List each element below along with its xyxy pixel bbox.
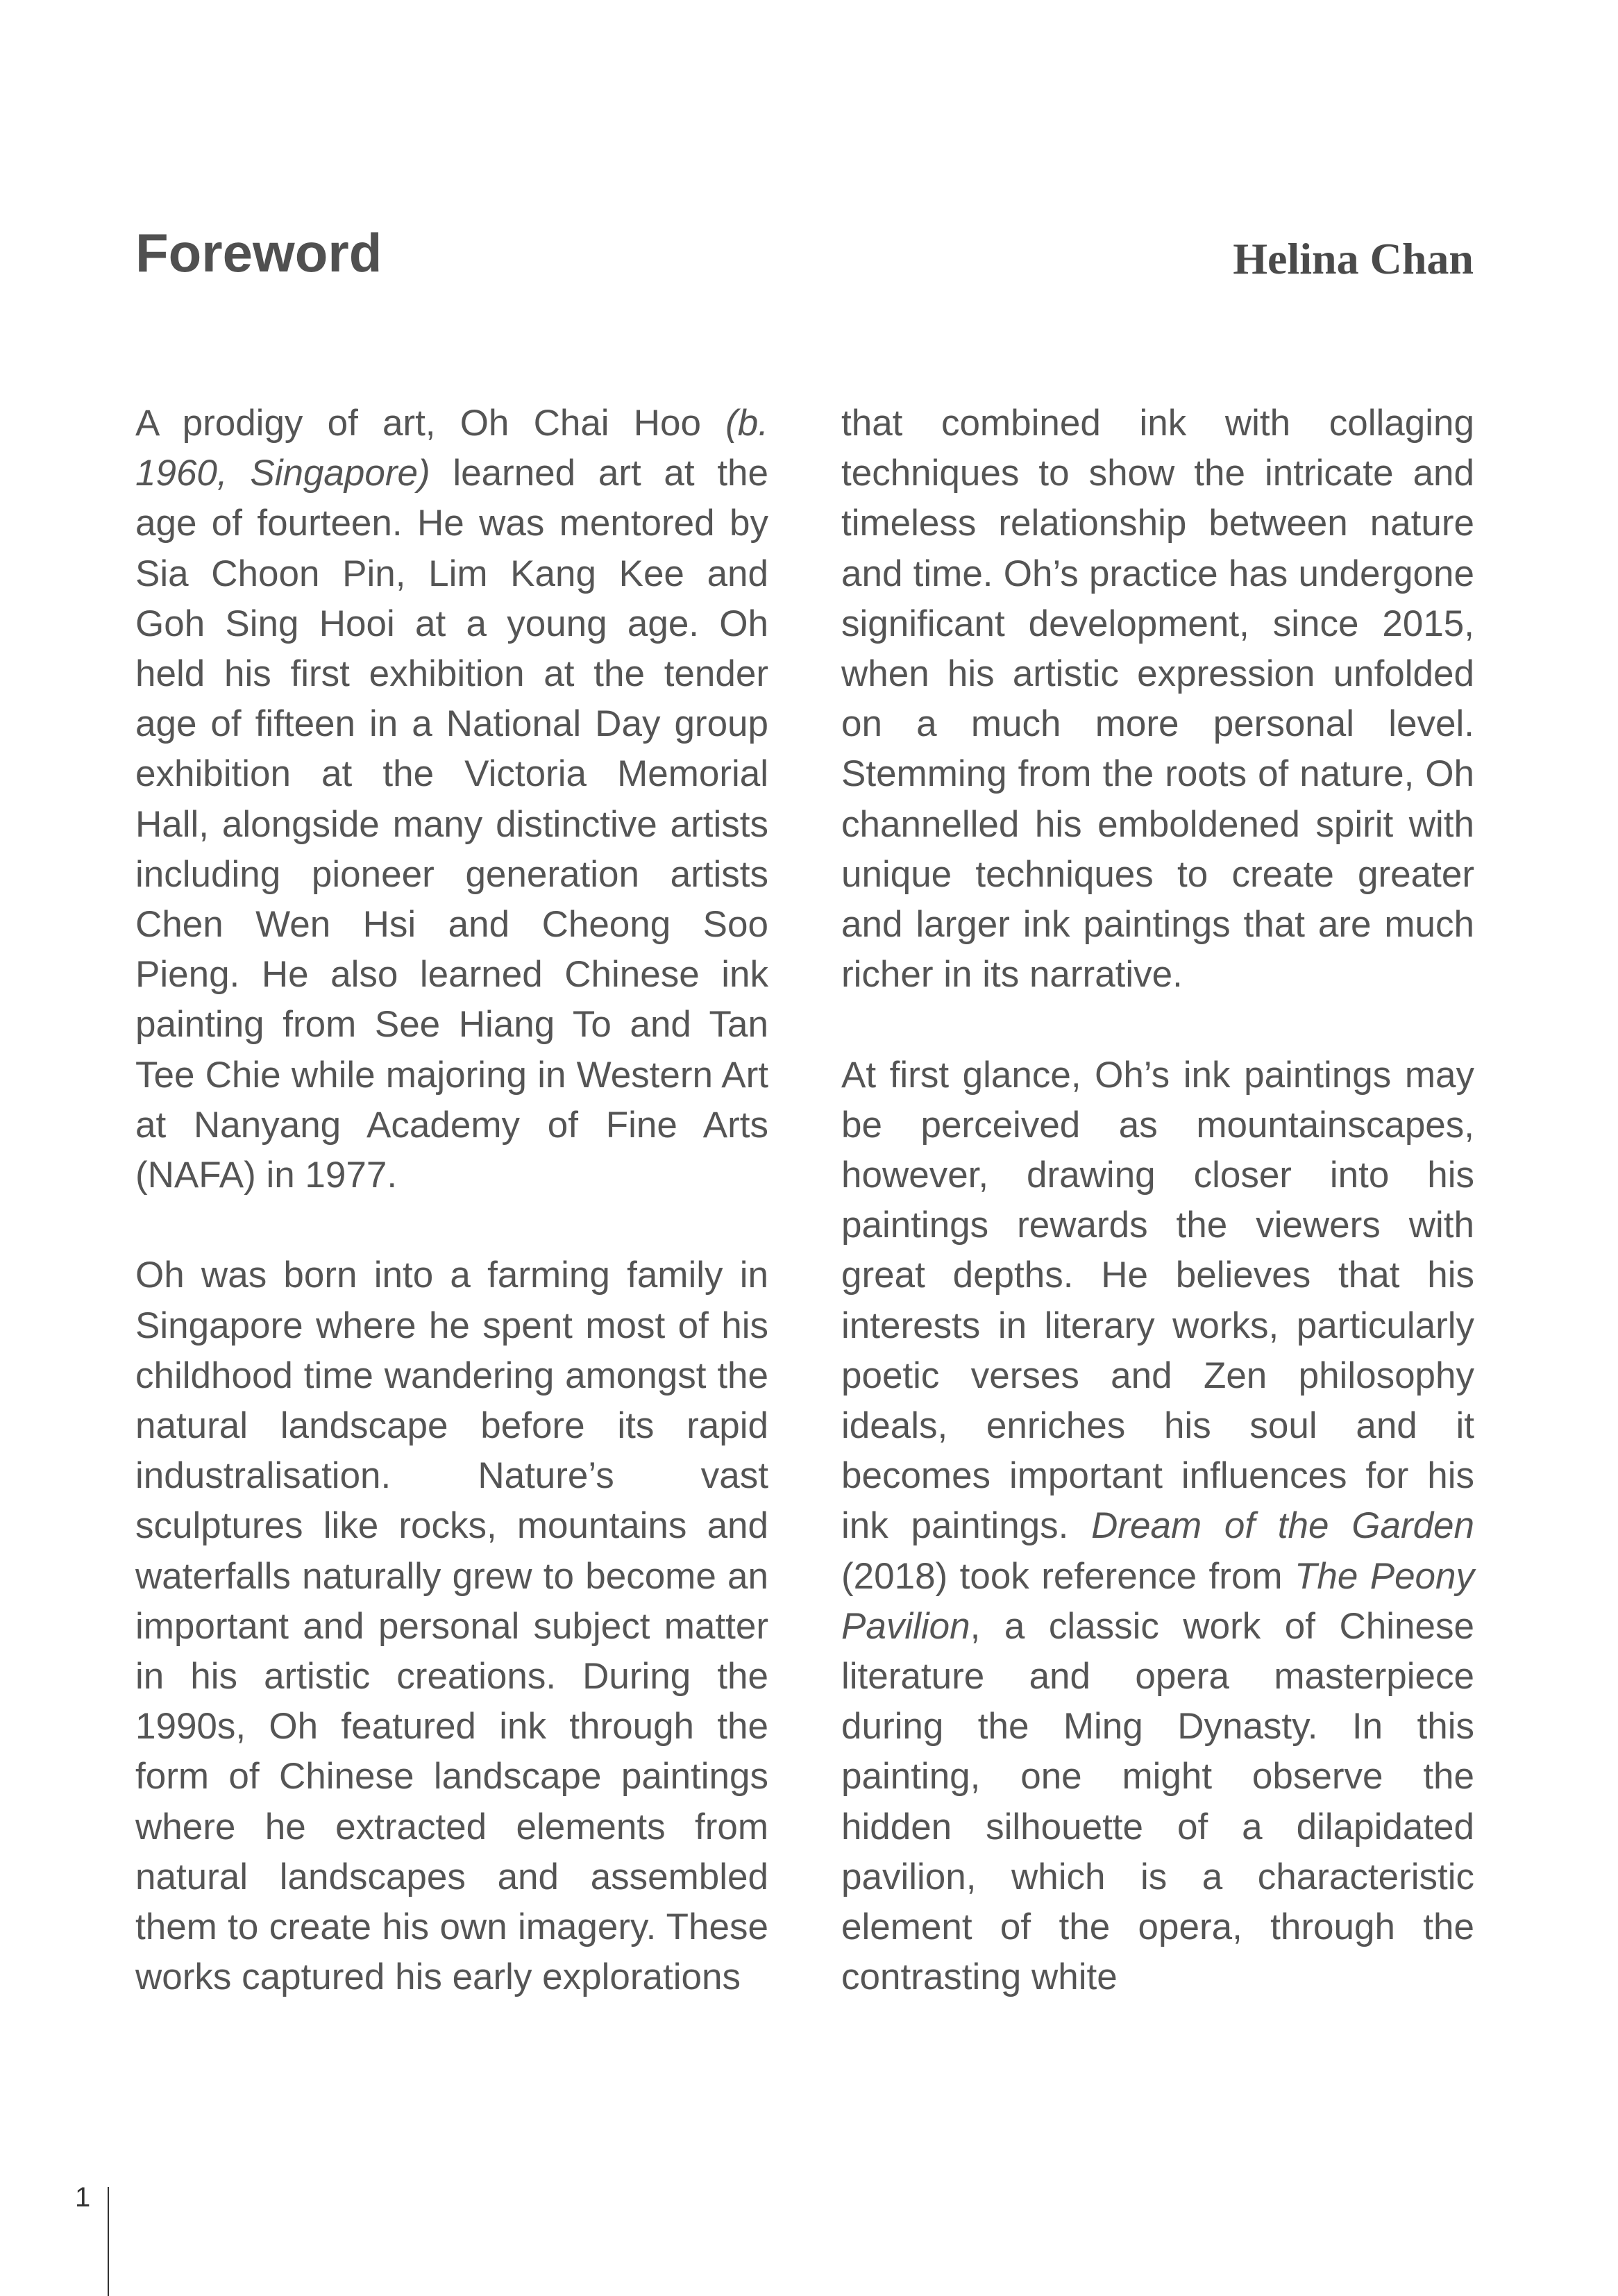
text-run: At first glance, Oh’s ink paintings may be perceived as mountainscapes, however, drawing closer into his paintings rewards the viewers with great depths. He believes that his interests in literary works, particularly poetic verses and Zen philosophy ideals, enriches his soul and it becomes important influences for his ink paintings.	[841, 1054, 1474, 1547]
text-run: (2018) took reference from	[841, 1555, 1295, 1597]
text-run: , a classic work of Chinese literature and opera masterpiece during the Ming Dynasty. In this painting, one might observe the hidden silhouette of a dilapidated pavilion, which is a characteristic element of the opera, through the contrasting white	[841, 1605, 1474, 1998]
page-title: Foreword	[135, 222, 382, 283]
left-column	[135, 399, 768, 2002]
italic-run: Dream of the Garden	[1091, 1505, 1474, 1547]
paragraph: Oh was born into a farming family in Singapore where he spent most of his childhood time wandering amongst the natural landscape before its rapid industralisation. Nature’s vast sculptures like rocks, mountains and waterfalls naturally grew to become an important and personal subject matter in his artistic creations. During the 1990s, Oh featured ink through the form of Chinese landscape paintings where he extracted elements from natural landscapes and assembled them to create his own imagery. These works captured his early explorations	[135, 1255, 768, 1998]
right-column	[841, 399, 1474, 2002]
page-number-divider	[108, 2187, 109, 2296]
paragraph	[841, 1050, 1474, 2003]
page-number: 1	[75, 2182, 91, 2213]
author-name: Helina Chan	[1233, 234, 1474, 283]
text-run: A prodigy of art, Oh Chai Hoo	[135, 403, 726, 444]
paragraph: that combined ink with collaging techniques to show the intricate and timeless relationship between nature and time. Oh’s practice has undergone significant development, since 2015, when his artistic expression unfolded on a much more personal level. Stemming from the roots of nature, Oh channelled his emboldened spirit with unique techniques to create greater and larger ink paintings that are much richer in its narrative.	[841, 403, 1474, 996]
text-run: learned art at the age of fourteen. He was mentored by Sia Choon Pin, Lim Kang Kee and Goh Sing Hooi at a young age. Oh held his first exhibition at the tender age of fifteen in a National Day group exhibition at the Victoria Memorial Hall, alongside many distinctive artists including pioneer generation artists Chen Wen Hsi and Cheong Soo Pieng. He also learned Chinese ink painting from See Hiang To and Tan Tee Chie while majoring in Western Art at Nanyang Academy of Fine Arts (NAFA) in 1977.	[135, 453, 768, 1196]
italic-run: The Peony Pavilion	[841, 1555, 1474, 1647]
italic-run: (b. 1960, Singapore)	[135, 403, 768, 494]
paragraph	[135, 399, 768, 1200]
